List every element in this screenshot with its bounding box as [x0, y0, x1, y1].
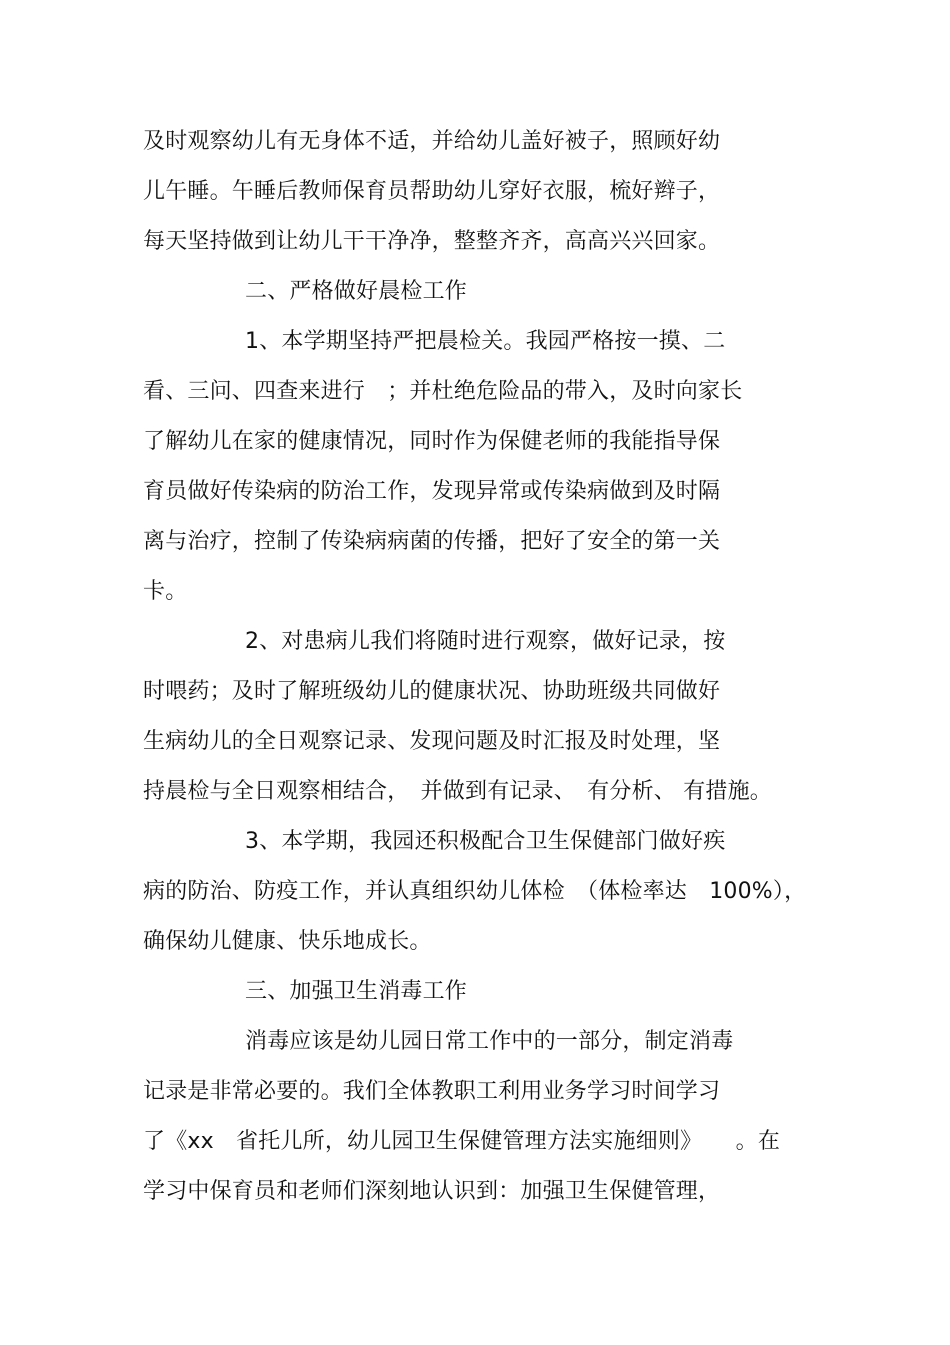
section-heading-2: 二、严格做好晨检工作	[245, 279, 468, 304]
body-text-line: 持晨检与全日观察相结合， 并做到有记录、 有分析、 有措施。	[143, 779, 772, 804]
item-2-first-line: 2、对患病儿我们将随时进行观察，做好记录，按	[245, 629, 726, 654]
body-text-line: 了《xx 省托儿所，幼儿园卫生保健管理方法实施细则》 。在	[143, 1129, 781, 1154]
section-heading-3: 三、加强卫生消毒工作	[245, 979, 468, 1004]
body-text-line: 及时观察幼儿有无身体不适，并给幼儿盖好被子，照顾好幼	[143, 129, 721, 154]
body-text-line: 病的防治、防疫工作，并认真组织幼儿体检 （体检率达 100%），	[143, 879, 807, 904]
body-text-line: 学习中保育员和老师们深刻地认识到：加强卫生保健管理，	[143, 1179, 721, 1204]
body-text-line: 看、三问、四查来进行 ；并杜绝危险品的带入，及时向家长	[143, 379, 743, 404]
paragraph-first-line: 消毒应该是幼儿园日常工作中的一部分，制定消毒	[245, 1029, 734, 1054]
item-3-first-line: 3、本学期，我园还积极配合卫生保健部门做好疾	[245, 829, 726, 854]
body-text-line: 生病幼儿的全日观察记录、发现问题及时汇报及时处理，坚	[143, 729, 721, 754]
body-text-line: 每天坚持做到让幼儿干干净净，整整齐齐，高高兴兴回家。	[143, 229, 721, 254]
body-text-line: 育员做好传染病的防治工作，发现异常或传染病做到及时隔	[143, 479, 721, 504]
body-text-line: 卡。	[143, 579, 188, 604]
body-text-line: 时喂药；及时了解班级幼儿的健康状况、协助班级共同做好	[143, 679, 721, 704]
body-text-line: 离与治疗，控制了传染病病菌的传播，把好了安全的第一关	[143, 529, 721, 554]
item-1-first-line: 1、本学期坚持严把晨检关。我园严格按一摸、二	[245, 329, 726, 354]
body-text-line: 儿午睡。午睡后教师保育员帮助幼儿穿好衣服，梳好辫子，	[143, 179, 721, 204]
body-text-line: 了解幼儿在家的健康情况，同时作为保健老师的我能指导保	[143, 429, 721, 454]
body-text-line: 确保幼儿健康、快乐地成长。	[143, 929, 432, 954]
body-text-line: 记录是非常必要的。我们全体教职工利用业务学习时间学习	[143, 1079, 721, 1104]
